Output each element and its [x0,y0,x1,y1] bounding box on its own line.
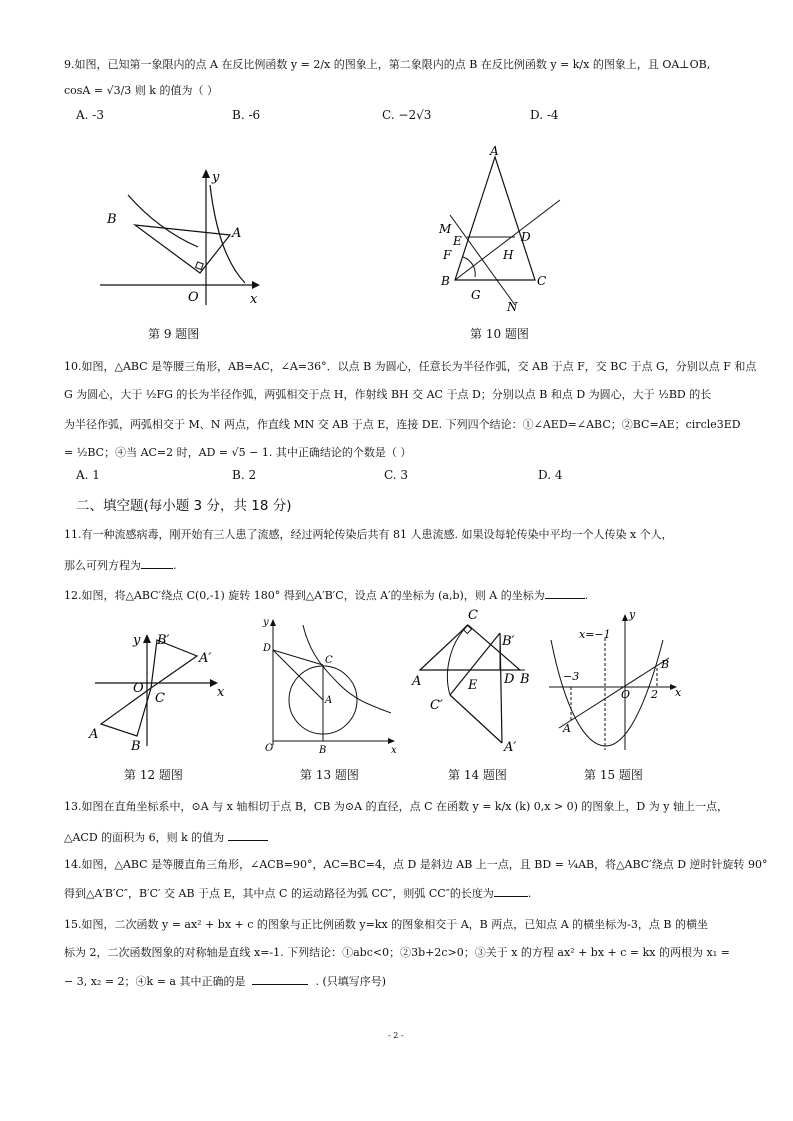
fig9-curve-b [128,195,198,247]
fig13-x-arrow [388,738,395,744]
q12-line1-text: 12.如图，将△ABC′绕点 C(0,-1) 旋转 180° 得到△A′B′C，设点 A′的坐标为 (a,b)，则 A 的坐标为 [64,589,545,602]
q11-line1: 11.有一种流感病毒，刚开始有三人患了流感，经过两轮传染后共有 81 人患流感. 如果设每轮传染中平均一个人传染 x 个人， [64,528,673,541]
q9-line2: cosA = √3/3 则 k 的值为（ ） [64,84,218,97]
fig12-y-arrow [143,634,151,643]
fig10-arc-fg [463,257,475,277]
fig10-caption: 第 10 题图 [470,327,529,341]
fig13-label-a: A [325,695,333,706]
figure-13 [255,615,400,755]
fig10-label-m: M [439,222,452,236]
fig10-label-f: F [443,248,452,262]
fig13-label-c: C [325,655,333,666]
q10-line4: = ½BC；④当 AC=2 时，AD = √5 − 1. 其中正确结论的个数是（ ） [64,446,412,459]
fig14-label-a: A [412,674,422,689]
fig10-label-d: D [521,230,531,244]
fig9-right-angle [196,262,204,270]
fig14-label-e: E [468,678,478,693]
fig13-curve [303,625,391,713]
fig15-label-a: A [563,722,571,735]
fig15-label-m3: −3 [563,670,580,683]
fig10-ray-bh [455,200,560,280]
fig10-triangle [455,157,535,280]
page-number: - 2 - [388,1031,404,1040]
q9-option-c: C. −2√3 [382,108,432,122]
q10-option-a: A. 1 [76,468,100,482]
fig12-label-c: C [155,691,165,706]
q10-line1: 10.如图，△ABC 是等腰三角形，AB=AC，∠A=36°．以点 B 为圆心，任意长为半径作弧，交 AB 于点 F，交 BC 于点 G，分别以点 F 和点 [64,360,757,373]
q10-option-d: D. 4 [538,468,563,482]
q13-line2 [64,830,268,845]
fig9-label-a: A [232,226,242,241]
q9-option-a: A. -3 [76,108,104,122]
q13-line2-text: △ACD 的面积为 6，则 k 的值为 [64,831,225,844]
q13-line1: 13.如图在直角坐标系中，⊙A 与 x 轴相切于点 B，CB 为⊙A 的直径，点 C 在函数 y = k/x (k) 0,x > 0) 的图象上，D 为 y 轴上一点， [64,800,728,813]
figure-12 [85,628,225,753]
fig9-label-y: y [212,170,220,185]
q15-answer-blank[interactable] [252,974,308,985]
fig12-label-y: y [133,633,141,648]
fig14-label-d: D [504,672,515,687]
fig13-label-y: y [263,617,269,628]
fig14-label-b1: B′ [502,634,515,649]
q11-line2-text: 那么可列方程为 [64,559,141,572]
fig13-label-d: D [263,643,272,654]
fig10-label-n: N [507,300,518,314]
fig15-label-y: y [629,608,636,621]
fig9-caption: 第 9 题图 [148,327,200,341]
q15-line2: 标为 2，二次函数图象的对称轴是直线 x=-1. 下列结论：①abc<0；②3b+2c>0；③关于 x 的方程 ax² + bx + c = kx 的两根为 x₁ = [64,946,730,959]
fig15-label-b: B [661,658,670,671]
fig14-segment-c1a1 [450,695,502,743]
fig15-caption: 第 15 题图 [584,768,643,782]
fig12-label-b: B [131,739,141,754]
fig12-label-a: A [89,727,99,742]
fig15-label-o: O [621,688,631,701]
fig10-label-c: C [537,274,547,288]
fig10-label-e: E [453,234,462,248]
q9-line1: 9.如图，已知第一象限内的点 A 在反比例函数 y = 2/x 的图象上，第二象限内的点 B 在反比例函数 y = k/x 的图象上，且 OA⊥OB, [64,58,711,71]
fig10-label-a: A [490,144,499,158]
q14-line1: 14.如图，△ABC 是等腰直角三角形，∠ACB=90°，AC=BC=4，点 D 是斜边 AB 上一点，且 BD = ¼AB，将△ABC′绕点 D 逆时针旋转 90° [64,858,768,871]
fig14-caption: 第 14 题图 [448,768,507,782]
fig13-label-x: x [391,745,397,756]
fig9-triangle [135,225,230,273]
q14-answer-blank[interactable] [494,886,528,897]
fig9-x-arrow [252,281,260,289]
q15-line3-text: − 3, x₂ = 2；④k = a 其中正确的是 [64,975,246,988]
fig12-caption: 第 12 题图 [124,768,183,782]
fig12-label-x: x [217,685,225,700]
fig14-label-b: B [520,672,530,687]
q14-line2: 得到△A′B′C″，B′C′ 交 AB 于点 E，其中点 C 的运动路径为弧 CC″，则弧 CC″的长度为 . [64,887,532,900]
q13-answer-blank[interactable] [228,830,268,841]
q15-line1: 15.如图，二次函数 y = ax² + bx + c 的图象与正比例函数 y=kx 的图象相交于 A，B 两点，已知点 A 的横坐标为-3，点 B 的横坐 [64,918,708,931]
fig13-caption: 第 13 题图 [300,768,359,782]
q12-line1: 12.如图，将△ABC′绕点 C(0,-1) 旋转 180° 得到△A′B′C，设点 A′的坐标为 (a,b)，则 A 的坐标为 . [64,589,589,602]
fig9-label-b: B [107,212,117,227]
fig10-label-b: B [441,274,450,288]
fig13-label-o: O [265,743,274,754]
fig12-label-a1: A′ [199,651,212,666]
q10-line2: G 为圆心，大于 ½FG 的长为半径作弧，两弧相交于点 H，作射线 BH 交 AC 于点 D；分别以点 B 和点 D 为圆心，大于 ½BD 的长 [64,388,712,401]
fig12-label-o: O [133,681,144,696]
fig15-label-2: 2 [651,688,658,701]
fig9-y-arrow [202,169,210,178]
q11-line2: 那么可列方程为 . [64,559,177,572]
figure-9 [90,165,280,310]
q11-answer-blank[interactable] [141,558,173,569]
fig9-label-o: O [188,290,199,305]
section-2-title: 二、填空题(每小题 3 分，共 18 分) [76,498,292,514]
q15-line3-end: . (只填写序号) [315,975,387,988]
q12-answer-blank[interactable] [545,588,585,599]
fig13-y-arrow [270,619,276,626]
q10-line3: 为半径作弧，两弧相交于 M、N 两点，作直线 MN 交 AB 于点 E，连接 DE. 下列四个结论：①∠AED=∠ABC；②BC=AE；circle3ED [64,418,741,431]
fig10-label-g: G [471,288,481,302]
fig9-label-x: x [250,292,258,307]
fig12-label-b1: B′ [157,633,170,648]
fig15-label-xeq: x=−1 [579,628,611,641]
fig14-label-a1: A′ [504,740,517,755]
figure-14 [410,605,535,755]
fig13-label-b: B [319,745,327,756]
figure-10 [435,145,565,315]
figure-15 [545,610,685,755]
q9-option-d: D. -4 [530,108,559,122]
q9-option-b: B. -6 [232,108,261,122]
fig14-segment-b1a1 [500,633,502,743]
fig14-label-c: C [468,608,478,623]
fig14-label-c1: C′ [430,698,443,713]
fig10-label-h: H [503,248,514,262]
q15-line3 [64,974,386,989]
q10-option-c: C. 3 [384,468,409,482]
fig15-y-arrow [622,614,628,621]
q14-line2-text: 得到△A′B′C″，B′C′ 交 AB 于点 E，其中点 C 的运动路径为弧 CC″，则弧 CC″的长度为 [64,887,494,900]
fig15-label-x: x [675,686,682,699]
q10-option-b: B. 2 [232,468,257,482]
